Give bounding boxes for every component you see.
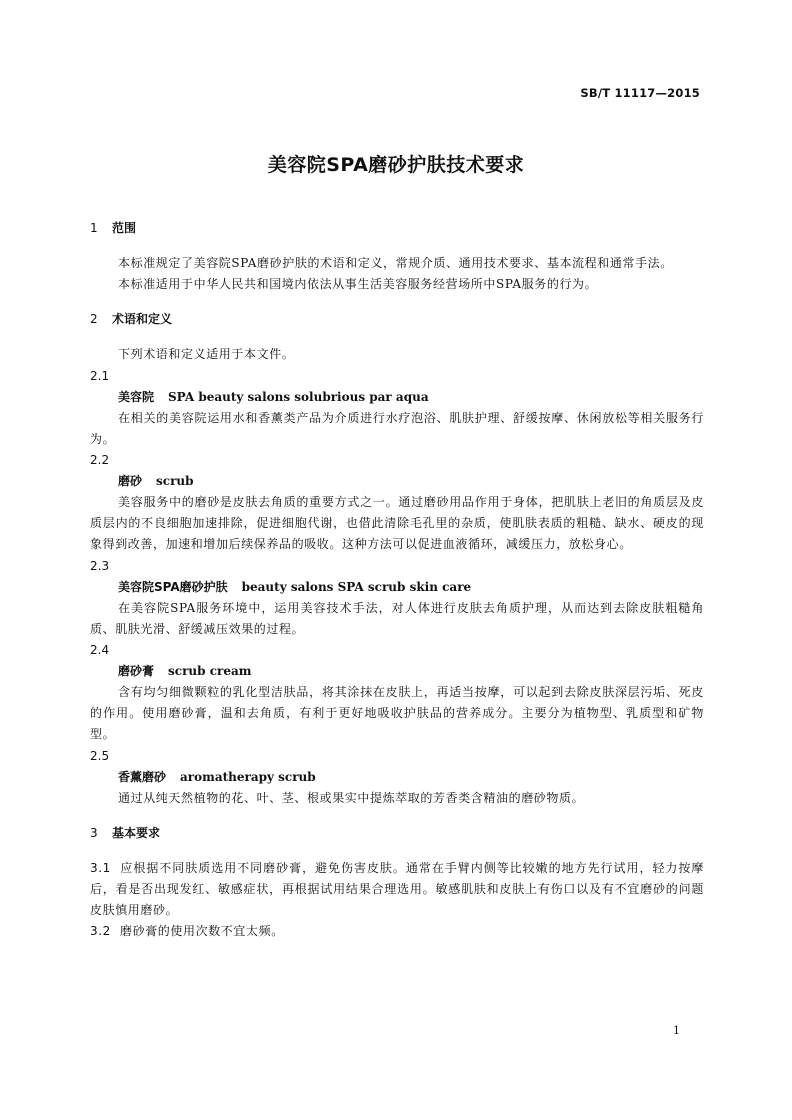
term-zh: 磨砂 [118, 474, 143, 489]
clause [90, 858, 704, 922]
clause-text: 应根据不同肤质选用不同磨砂膏，避免伤害皮肤。通常在手臂内侧等比较嫩的地方先行试用，轻力按摩后，看是否出现发红、敏感症状，再根据试用结果合理选用。敏感肌肤和皮肤上有伤口以及有不宜磨砂的问题皮肤慎用磨砂。 [90, 860, 704, 918]
page-number: 1 [673, 1024, 680, 1037]
term-zh: 美容院 [118, 389, 155, 404]
section-number: 3 [90, 825, 98, 840]
term-definition: 在相关的美容院运用水和香薰类产品为介质进行水疗泡浴、肌肤护理、舒缓按摩、休闲放松等相关服务行为。 [90, 410, 704, 446]
clause-text: 磨砂膏的使用次数不宜太频。 [120, 924, 284, 939]
clause-number: 3.1 [90, 860, 111, 875]
term-heading [90, 387, 704, 408]
term-zh: 磨砂膏 [118, 664, 155, 679]
clause-number: 3.2 [90, 924, 111, 939]
term-definition: 在美容院SPA服务环境中，运用美容技术手法，对人体进行皮肤去角质护理，从而达到去除皮肤粗糙角质、肌肤光滑、舒缓减压效果的过程。 [90, 600, 704, 636]
scope-paragraph: 本标准适用于中华人民共和国境内依法从事生活美容服务经营场所中SPA服务的行为。 [118, 277, 598, 292]
term-en: scrub cream [168, 664, 252, 679]
term-definition: 含有均匀细微颗粒的乳化型洁肤品，将其涂抹在皮肤上，再适当按摩，可以起到去除皮肤深层污垢、死皮的作用。使用磨砂膏，温和去角质，有利于更好地吸收护肤品的营养成分。主要分为植物型、乳质型和矿物型。 [90, 685, 704, 742]
standard-code: SB/T 11117—2015 [580, 86, 700, 100]
term-definition: 通过从纯天然植物的花、叶、茎、根或果实中提炼萃取的芳香类含精油的磨砂物质。 [118, 790, 585, 805]
terms-intro: 下列术语和定义适用于本文件。 [118, 347, 295, 362]
term-number: 2.4 [90, 643, 110, 658]
term-en: aromatherapy scrub [180, 769, 316, 784]
term-number: 2.5 [90, 748, 110, 763]
term-number: 2.3 [90, 558, 110, 573]
section-number: 2 [90, 312, 98, 327]
term-heading [90, 577, 704, 598]
term-number: 2.1 [90, 368, 110, 383]
term-zh: 香薰磨砂 [118, 769, 167, 784]
scope-paragraph: 本标准规定了美容院SPA磨砂护肤的术语和定义，常规介质、通用技术要求、基本流程和通常手法。 [118, 256, 673, 270]
section-heading-scope [90, 218, 704, 239]
section-title: 术语和定义 [112, 312, 173, 327]
term-number: 2.2 [90, 453, 110, 468]
term-heading [90, 471, 704, 492]
term-en: SPA beauty salons solubrious par aqua [168, 389, 429, 404]
section-heading-terms [90, 309, 704, 330]
document-body [90, 218, 704, 943]
term-heading [90, 767, 704, 788]
term-definition: 美容服务中的磨砂是皮肤去角质的重要方式之一。通过磨砂用品作用于身体，把肌肤上老旧的角质层及皮质层内的不良细胞加速排除，促进细胞代谢，也借此清除毛孔里的杂质，使肌肤表质的粗糙、缺水、硬皮的现象得到改善，加速和增加后续保养品的吸收。这种方法可以促进血液循环，减缓压力，放松身心。 [90, 495, 704, 552]
term-heading [90, 661, 704, 682]
section-number: 1 [90, 221, 98, 235]
document-title: 美容院SPA磨砂护肤技术要求 [267, 154, 525, 176]
section-heading-basic-requirements [90, 823, 704, 844]
term-zh: 美容院SPA磨砂护肤 [118, 579, 228, 594]
section-title: 范围 [112, 221, 137, 235]
term-en: scrub [156, 474, 194, 489]
section-title: 基本要求 [112, 825, 161, 840]
term-en: beauty salons SPA scrub skin care [241, 579, 472, 594]
clause [90, 921, 704, 942]
